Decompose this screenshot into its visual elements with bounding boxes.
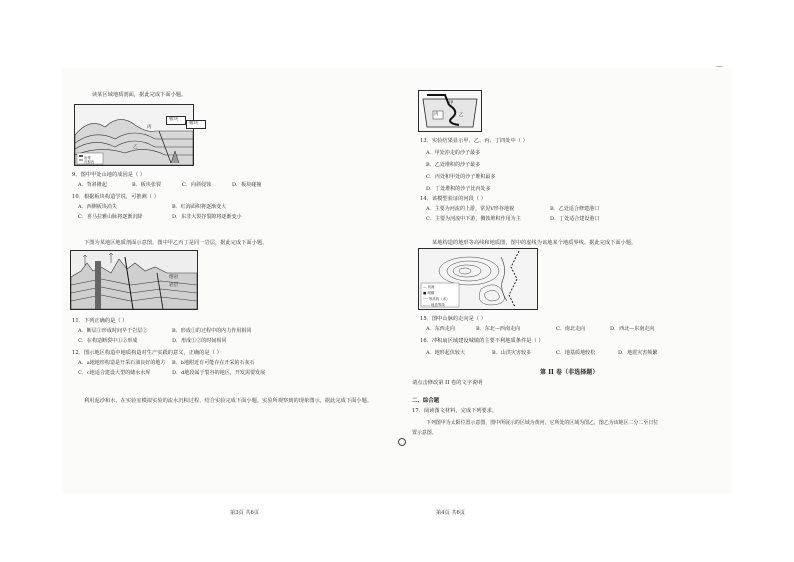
q14-option-d: D．丁处适合建设港口 <box>550 216 600 222</box>
q15-option-b: B．东北—西南走向 <box>476 326 521 332</box>
q14-stem: 14．该模型验证的河段（ ） <box>420 196 487 202</box>
q14-option-b: B．乙处适合修建港口 <box>550 206 600 212</box>
plate-label-right: 板块 <box>189 121 199 126</box>
geologic-profile-figure <box>70 250 198 310</box>
fig2-label-lava: 熔岩 <box>169 275 179 280</box>
fig4-legend-town: ■ 城镇 <box>423 291 435 295</box>
q11-option-d: D．形成①②的时间相同 <box>172 338 227 344</box>
fig1-legend-2: 沉积岩 <box>84 160 95 164</box>
fig2-label-layer: 岩层 <box>169 283 179 288</box>
q9-stem: 9．图中甲处山地的成因是（ ） <box>72 172 146 178</box>
right-page <box>410 68 732 516</box>
section2-note: 请点击修改第 II 卷的文字说明 <box>412 380 483 386</box>
q17-stem: 17．阅读图文材料，完成下列要求。 <box>412 408 498 414</box>
q13-option-c: C．丙处和甲处的沙子堆积最多 <box>426 174 496 180</box>
block1-intro: 读某区域地质剖面，据此完成下面小题。 <box>92 92 187 98</box>
q11-option-b: B．形成②的过程中的内力作用相同 <box>172 328 252 334</box>
q11-stem: 11．下列正确的是（ ） <box>72 318 128 324</box>
corner-mark: — <box>716 62 723 70</box>
q15-option-d: D．西北—东南走向 <box>610 326 655 332</box>
q9-option-a: A．背斜隆起 <box>78 182 107 188</box>
q15-option-c: C．南北走向 <box>556 326 586 332</box>
q12-option-d: D．d地段属于裂谷的地区，开发需要发展 <box>172 370 266 376</box>
q13-option-b: B．乙处堆积的沙子最多 <box>426 162 481 168</box>
fig3-label-a: 甲 <box>449 101 454 106</box>
q16-option-d: D．地震灾害频繁 <box>618 350 658 356</box>
q12-stem: 12．图示地区构造中地质构造对生产实践的意义，正确的是（ ） <box>72 350 222 356</box>
binder-hole <box>398 438 406 446</box>
fig4-legend-boundary: —— 地质界线 <box>423 303 445 307</box>
q13-option-a: A．甲处冲走的沙子最多 <box>426 150 481 156</box>
fig3-label-b: 乙 <box>459 113 464 118</box>
geologic-section-figure <box>74 104 194 166</box>
q16-stem: 16．冲积扇区域建设城镇的主要不利地质条件是（ ） <box>420 338 544 344</box>
q15-option-a: A．东西走向 <box>426 326 455 332</box>
q10-option-a: A．西侧板块消失 <box>78 204 118 210</box>
q10-stem: 10．根据板块构造学说，可推测（ ） <box>72 194 159 200</box>
q13-stem: 13．实验结果显示甲、乙、丙、丁四处中（ ） <box>420 138 528 144</box>
q9-option-d: D．板块碰撞 <box>232 182 262 188</box>
right-page-footer: 第4页 共6页 <box>436 510 465 516</box>
section2-title: 第 II 卷（非选择题） <box>540 369 599 376</box>
plate-label-box-left <box>166 116 186 125</box>
block3-intro: 利用泥沙和水，在实验室模拟实验的流水沉积过程，结合实验完成下面小题。实验所观察到的现象图示，据此完成下面小题。 <box>84 398 373 404</box>
plate-label-box-right <box>186 120 206 129</box>
plate-label-left: 板块 <box>169 117 179 122</box>
q12-option-b: B．b地附近有可能存在开采的石灰石 <box>172 360 255 366</box>
q17-material-2: 置示意图。 <box>412 430 437 436</box>
fig3-label-c: 丙 <box>434 112 439 117</box>
q14-option-c: C．主要为河流中下游，侧蚀堆积作用为主 <box>426 216 521 222</box>
q9-option-b: B．板块张裂 <box>132 182 161 188</box>
q12-option-c: C．c地适合建设大型的储水水库 <box>78 370 151 376</box>
contour-map-figure <box>418 248 538 310</box>
block2-intro: 下图为某地区地质剖面示意图，图中甲乙丙丁是同一岩层，据此完成下面小题。 <box>84 240 268 246</box>
q10-option-d: D．东非大裂谷裂隙将逐渐变小 <box>172 214 242 220</box>
q16-option-c: C．地基质地较松 <box>556 350 596 356</box>
q10-option-b: B．红海面积将逐渐变大 <box>172 204 227 210</box>
q17-material: 下列图甲为太阳位置示意图，图中所展示的区域为黄河，它所处的区域为图乙，图乙为该地区二分二至日位 <box>426 420 659 426</box>
q9-option-c: C．向斜侵蚀 <box>182 182 212 188</box>
left-page-footer: 第3页 共6页 <box>230 510 259 516</box>
q16-option-a: A．地形起伏较大 <box>426 350 466 356</box>
q15-stem: 15．图中山脉的走向是（ ） <box>420 316 487 322</box>
fig1-label-c: 丙 <box>147 125 152 130</box>
left-page <box>62 68 382 516</box>
fig1-legend-1: 岩浆 <box>84 156 91 160</box>
scanned-exam-sheet <box>62 68 732 516</box>
part-heading: 二、综合题 <box>412 398 440 404</box>
fig4-legend-river: — 河流 <box>423 285 435 289</box>
block-intro-right: 某地构造的地形等高线和地质图，图中的虚线为该地某个地质界线。据此完成下面小题。 <box>432 240 637 246</box>
q12-option-a: A．a地地形构造是开采石油良好的地方 <box>78 360 166 366</box>
q14-option-a: A．主要为河流的上游，常见V形谷地貌 <box>426 206 515 212</box>
q13-option-d: D．丁处堆积的沙子比丙处多 <box>426 186 491 192</box>
flume-experiment-figure <box>418 90 482 132</box>
q11-option-c: C．在构造断裂中①②形成 <box>78 338 138 344</box>
q10-option-c: C．喜马拉雅山脉将逐渐沉降 <box>78 214 143 220</box>
fig4-legend-contour: ---- 等高线（米） <box>423 297 450 301</box>
fig1-label-b: 乙 <box>133 145 138 150</box>
q11-option-a: A．断层①形成时间早于岩层② <box>78 328 148 334</box>
q16-option-b: B．山洪灾害较多 <box>492 350 532 356</box>
